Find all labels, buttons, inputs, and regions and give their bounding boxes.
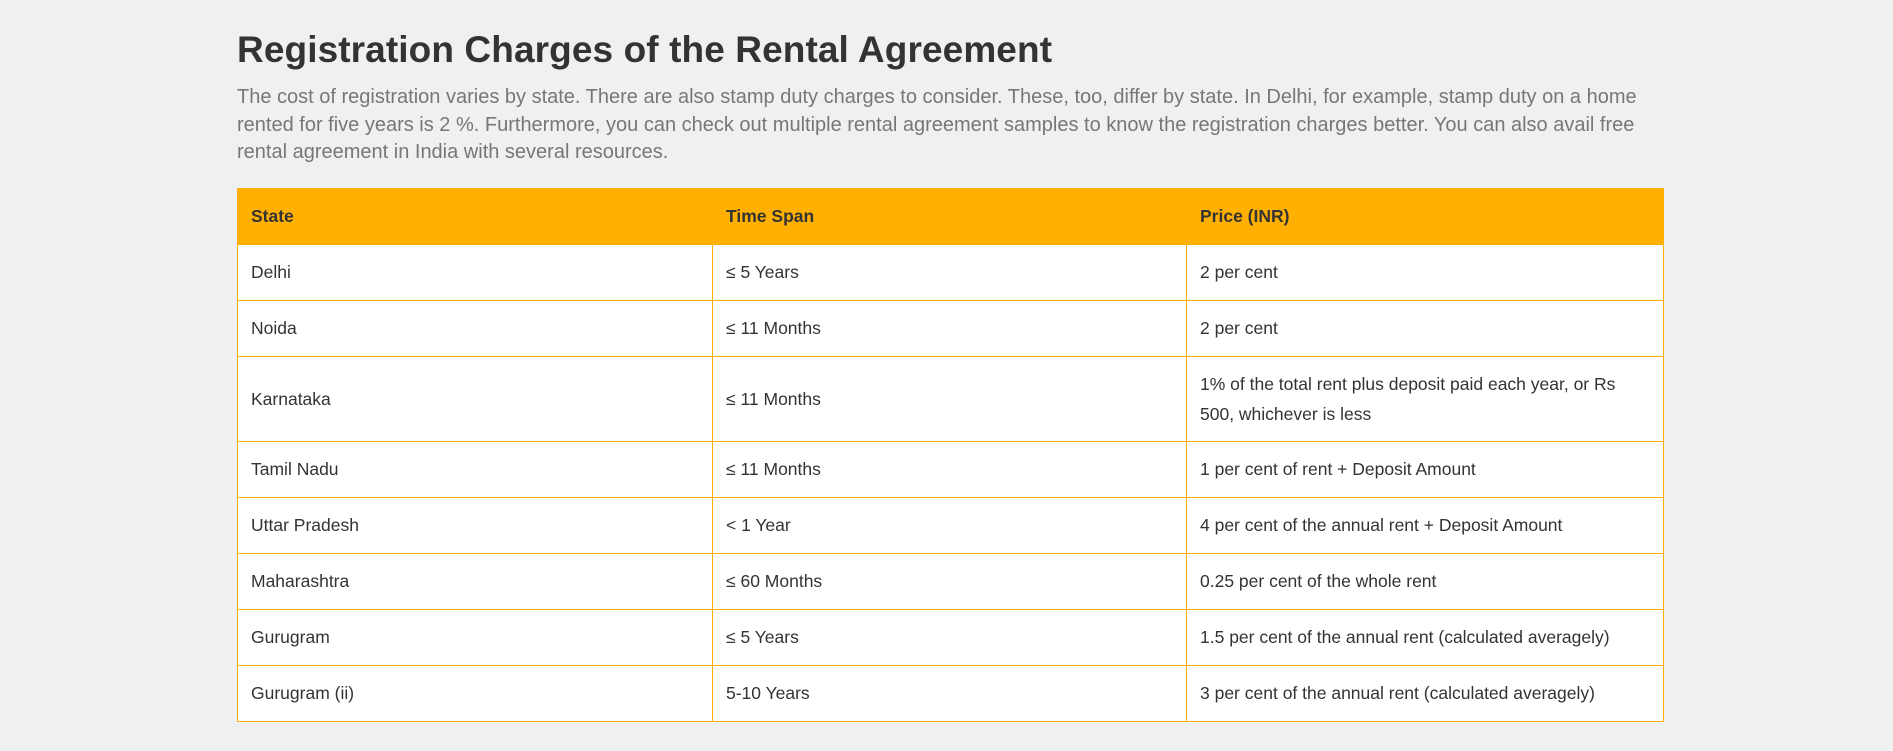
cell-state: Noida (238, 300, 713, 356)
cell-state: Tamil Nadu (238, 441, 713, 497)
cell-time-span: 5-10 Years (713, 665, 1187, 721)
cell-price: 0.25 per cent of the whole rent (1187, 553, 1664, 609)
cell-price: 1.5 per cent of the annual rent (calculated averagely) (1187, 609, 1664, 665)
cell-state: Karnataka (238, 356, 713, 441)
table-row (238, 300, 1664, 356)
table-row (238, 356, 1664, 441)
table-row (238, 553, 1664, 609)
page-title: Registration Charges of the Rental Agreement (237, 29, 1053, 70)
cell-time-span: ≤ 11 Months (713, 441, 1187, 497)
cell-time-span: ≤ 5 Years (713, 244, 1187, 300)
cell-price: 4 per cent of the annual rent + Deposit Amount (1187, 497, 1664, 553)
table-row (238, 244, 1664, 300)
cell-time-span: ≤ 11 Months (713, 300, 1187, 356)
cell-price: 2 per cent (1187, 300, 1664, 356)
table-row (238, 609, 1664, 665)
cell-state: Gurugram (ii) (238, 665, 713, 721)
header-state: State (238, 188, 713, 244)
cell-time-span: ≤ 5 Years (713, 609, 1187, 665)
intro-paragraph: The cost of registration varies by state. There are also stamp duty charges to consider. These, too, differ by state. In Delhi, for example, stamp duty on a home rented for five years is 2 %. Furthermore, you can check out multiple rental agreement samples to know the registration charges better. You can also avail free rental agreement in India with several resources. (237, 86, 1637, 163)
table-row (238, 665, 1664, 721)
cell-state: Uttar Pradesh (238, 497, 713, 553)
article-section (237, 0, 1663, 722)
table-row (238, 441, 1664, 497)
table-row (238, 497, 1664, 553)
table-header-row (238, 188, 1664, 244)
cell-state: Gurugram (238, 609, 713, 665)
cell-time-span: ≤ 60 Months (713, 553, 1187, 609)
cell-price: 1 per cent of rent + Deposit Amount (1187, 441, 1664, 497)
cell-price: 1% of the total rent plus deposit paid each year, or Rs 500, whichever is less (1187, 356, 1664, 441)
cell-state: Maharashtra (238, 553, 713, 609)
cell-price: 2 per cent (1187, 244, 1664, 300)
cell-price: 3 per cent of the annual rent (calculated averagely) (1187, 665, 1664, 721)
cell-time-span: < 1 Year (713, 497, 1187, 553)
registration-charges-table (237, 188, 1664, 722)
header-price: Price (INR) (1187, 188, 1664, 244)
cell-time-span: ≤ 11 Months (713, 356, 1187, 441)
header-time-span: Time Span (713, 188, 1187, 244)
cell-state: Delhi (238, 244, 713, 300)
